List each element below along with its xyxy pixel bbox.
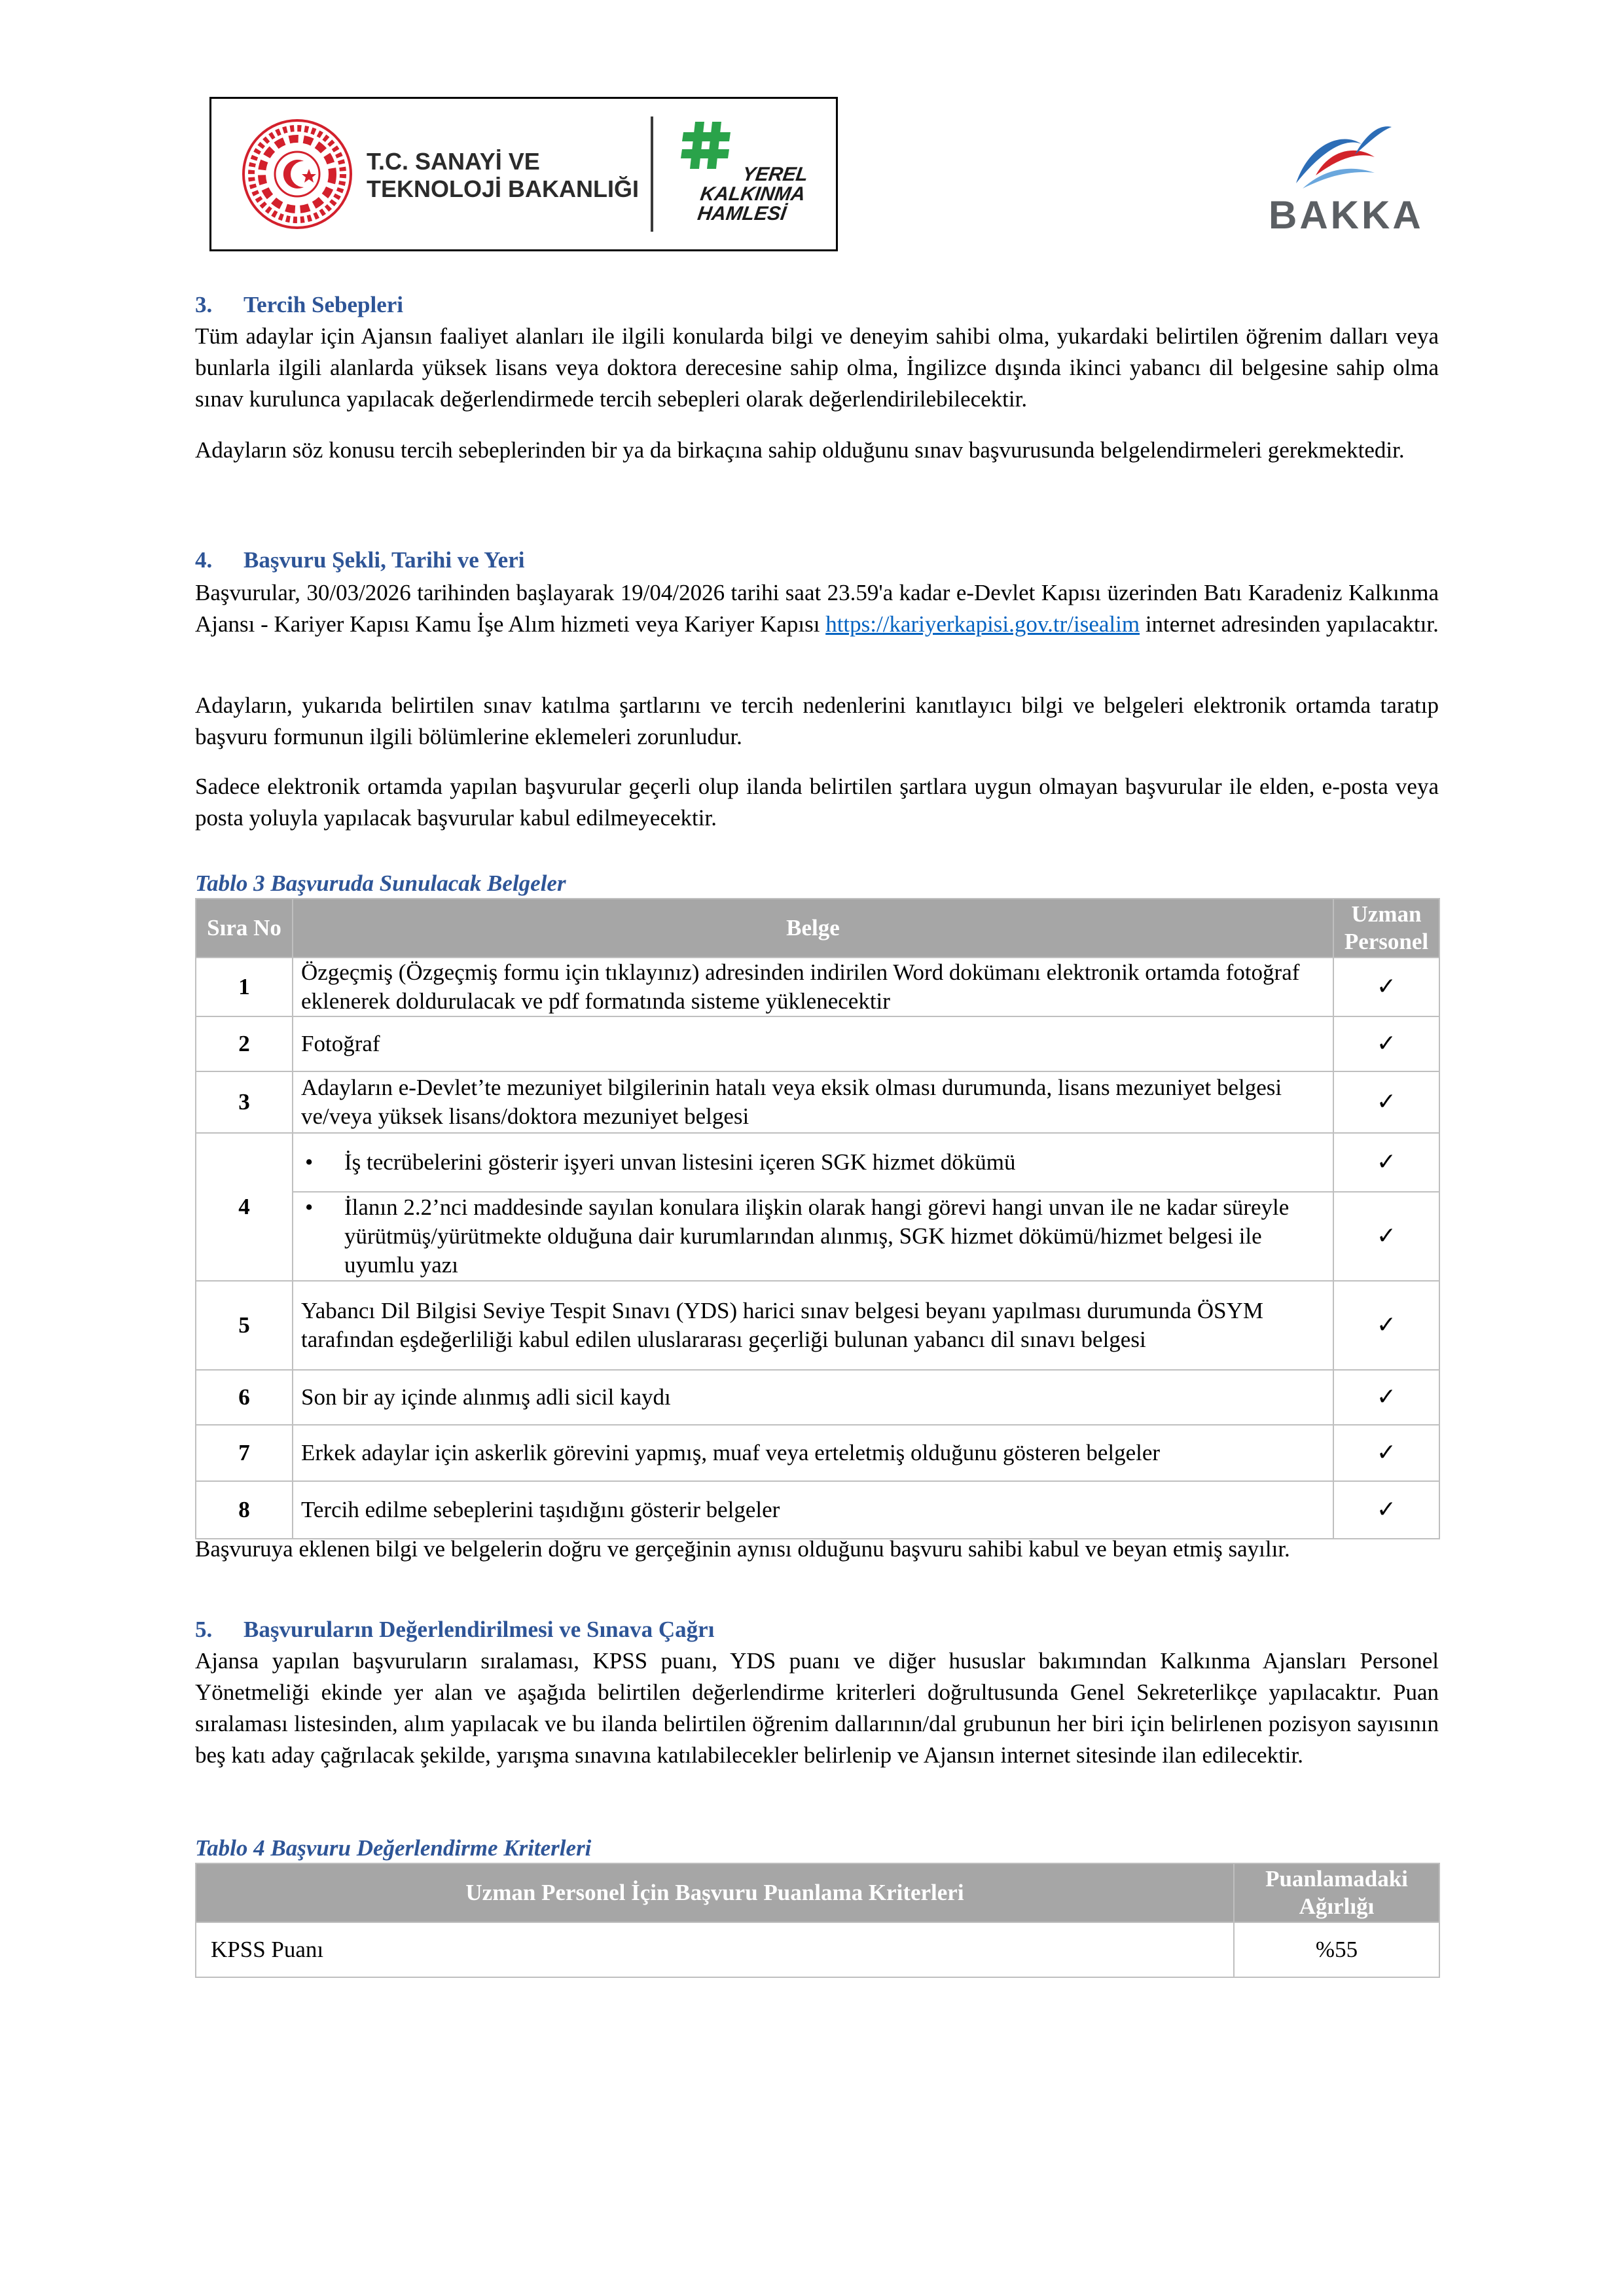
row-number: 8 (196, 1481, 293, 1539)
yerel-kalkinma-hamlesi-logo (696, 165, 836, 224)
ministry-seal-logo (241, 118, 353, 230)
row-number: 6 (196, 1370, 293, 1425)
bullet-text: İş tecrübelerini gösterir işyeri unvan listesini içeren SGK hizmet dökümü (344, 1149, 1016, 1175)
document-description: Özgeçmiş (Özgeçmiş formu için tıklayınız) adresinden indirilen Word dokümanı elektronik ortamda fotoğraf eklenerek doldurulacak ve pdf formatında sisteme yüklenecektir (293, 958, 1333, 1016)
check-icon: ✓ (1333, 958, 1439, 1016)
table-row (196, 1922, 1439, 1977)
table-4-caption: Tablo 4 Başvuru Değerlendirme Kriterleri (195, 1835, 592, 1861)
criteria-name: KPSS Puanı (196, 1922, 1234, 1977)
row-number: 4 (196, 1133, 293, 1281)
section-3-paragraph-1: Tüm adaylar için Ajansın faaliyet alanları ile ilgili konularda bilgi ve deneyim sahibi olma, yukardaki belirtilen öğrenim dalları veya bunlarla ilgili alanlarda yüksek lisans veya doktora derecesine sahip olma, İngilizce dışında ikinci yabancı dil belgesine sahip olma sınav kurulunca yapılacak değerlendirmede tercih sebepleri olarak değerlendirilebilecektir. (195, 323, 1439, 412)
table-3-note: Başvuruya eklenen bilgi ve belgelerin doğru ve gerçeğinin aynısı olduğunu başvuru sahibi kabul ve beyan etmiş sayılır. (195, 1536, 1290, 1562)
documents-table (195, 898, 1440, 1539)
col-header-belge: Belge (293, 899, 1333, 958)
hamle-line3: HAMLESİ (696, 203, 788, 224)
document-description: Son bir ay içinde alınmış adli sicil kaydı (293, 1370, 1333, 1425)
section-4-title: Başvuru Şekli, Tarihi ve Yeri (244, 547, 525, 573)
document-description-bullet (293, 1133, 1333, 1192)
section-5-title: Başvuruların Değerlendirilmesi ve Sınava Çağrı (244, 1617, 715, 1642)
hashtag-icon (681, 119, 733, 171)
bullet-icon: • (305, 1149, 314, 1175)
section-4-paragraph-2: Adayların, yukarıda belirtilen sınav katılma şartlarını ve tercih nedenlerini kanıtlayıcı bilgi ve belgeleri elektronik ortamda taratıp başvuru formunun ilgili bölümlerine eklemeleri zorunludur. (195, 692, 1439, 749)
section-4-number: 4. (195, 547, 213, 573)
section-5-paragraph-1: Ajansa yapılan başvuruların sıralaması, KPSS puanı, YDS puanı ve diğer hususlar bakımından Kalkınma Ajansları Personel Yönetmeliği ekinde yer alan ve aşağıda belirtilen değerlendirme kriterleri doğrultusunda Genel Sekreterlikçe yapılacaktır. Puan sıralaması listesinden, alım yapılacak ve bu ilanda belirtilen öğrenim dallarının/dal grubunun her biri için belirlenen pozisyon sayısının beş katı aday çağrılacak şekilde, yarışma sınavına katılabilecekler belirlenip ve Ajansın internet sitesinde ilan edilecektir. (195, 1648, 1439, 1768)
bullet-icon: • (305, 1194, 314, 1220)
table-row (196, 1071, 1439, 1133)
bakka-wordmark: BAKKA (1269, 193, 1424, 237)
section-3-number: 3. (195, 292, 213, 317)
check-icon: ✓ (1333, 1133, 1439, 1192)
document-description: Tercih edilme sebeplerini taşıdığını gösterir belgeler (293, 1481, 1333, 1539)
row-number: 3 (196, 1071, 293, 1133)
col-header-agirlik: Puanlamadaki Ağırlığı (1234, 1863, 1439, 1922)
check-icon: ✓ (1333, 1425, 1439, 1481)
section-3-paragraph-2: Adayların söz konusu tercih sebeplerinden bir ya da birkaçına sahip olduğunu sınav başvurusunda belgelendirmeleri gerekmektedir. (195, 437, 1405, 463)
bakka-logo-mark (1283, 118, 1394, 191)
row-number: 5 (196, 1281, 293, 1370)
table-row (196, 958, 1439, 1016)
document-description: Erkek adaylar için askerlik görevini yapmış, muaf veya erteletmiş olduğunu gösteren belgeler (293, 1425, 1333, 1481)
criteria-weight: %55 (1234, 1922, 1439, 1977)
table-row (196, 1133, 1439, 1192)
section-4-p1-end: internet adresinden yapılacaktır. (1140, 611, 1439, 637)
table-row (196, 1281, 1439, 1370)
table-row (196, 1370, 1439, 1425)
hamle-line2: KALKINMA (698, 183, 807, 205)
header-divider (651, 117, 653, 232)
section-4-heading (195, 545, 1439, 576)
document-description: Fotoğraf (293, 1016, 1333, 1071)
document-description: Yabancı Dil Bilgisi Seviye Tespit Sınavı (YDS) harici sınav belgesi beyanı yapılması durumunda ÖSYM tarafından eşdeğerliliği kabul edilen uluslararası geçerliği bulunan yabancı dil sınavı belgesi (293, 1281, 1333, 1370)
table-row (196, 1192, 1439, 1281)
col-header-sira: Sıra No (196, 899, 293, 958)
table-3-caption: Tablo 3 Başvuruda Sunulacak Belgeler (195, 870, 566, 896)
document-description: Adayların e-Devlet’te mezuniyet bilgilerinin hatalı veya eksik olması durumunda, lisans mezuniyet belgesi ve/veya yüksek lisans/doktora mezuniyet belgesi (293, 1071, 1333, 1133)
table-header-row (196, 899, 1439, 958)
section-5-number: 5. (195, 1617, 213, 1642)
section-5-heading (195, 1614, 1439, 1645)
check-icon: ✓ (1333, 1370, 1439, 1425)
row-number: 1 (196, 958, 293, 1016)
col-header-kriter: Uzman Personel İçin Başvuru Puanlama Kriterleri (196, 1863, 1234, 1922)
col-header-uzman-personel: Uzman Personel (1333, 899, 1439, 958)
document-description-bullet (293, 1192, 1333, 1281)
section-4-paragraph-3: Sadece elektronik ortamda yapılan başvurular geçerli olup ilanda belirtilen şartlara uygun olmayan başvurular ile elden, e-posta veya posta yoluyla yapılacak başvurular kabul edilmeyecektir. (195, 774, 1439, 831)
row-number: 2 (196, 1016, 293, 1071)
table-row (196, 1481, 1439, 1539)
table-row (196, 1016, 1439, 1071)
ministry-name-line1: T.C. SANAYİ VE (367, 148, 540, 175)
table-header-row (196, 1863, 1439, 1922)
bullet-text: İlanın 2.2’nci maddesinde sayılan konulara ilişkin olarak hangi görevi hangi unvan ile ne kadar süreyle yürütmüş/yürütmekte olduğuna dair kurumlarından alınmış, SGK hizmet dökümü/hizmet belgesi ile uyumlu yazı (344, 1194, 1290, 1278)
kariyer-kapisi-link[interactable]: https://kariyerkapisi.gov.tr/isealim (825, 611, 1140, 637)
ministry-name-line2: TEKNOLOJİ BAKANLIĞI (367, 175, 640, 202)
ministry-name (367, 148, 641, 203)
check-icon: ✓ (1333, 1192, 1439, 1281)
hamle-line1: YEREL (740, 164, 810, 185)
section-3-heading (195, 289, 1439, 321)
evaluation-criteria-table (195, 1863, 1440, 1978)
check-icon: ✓ (1333, 1016, 1439, 1071)
section-3-title: Tercih Sebepleri (244, 292, 404, 317)
section-4-paragraph-1 (195, 577, 1439, 640)
row-number: 7 (196, 1425, 293, 1481)
section-4-p1-text: Başvurular, 30/03/2026 tarihinden başlayarak 19/04/2026 tarihi saat 23.59'a kadar e-Devlet Kapısı üzerinden Batı Karadeniz Kalkınma Ajansı - Kariyer Kapısı Kamu İşe Alım hizmeti veya Kariyer Kapısı (195, 580, 1439, 637)
check-icon: ✓ (1333, 1071, 1439, 1133)
check-icon: ✓ (1333, 1281, 1439, 1370)
check-icon: ✓ (1333, 1481, 1439, 1539)
table-row (196, 1425, 1439, 1481)
